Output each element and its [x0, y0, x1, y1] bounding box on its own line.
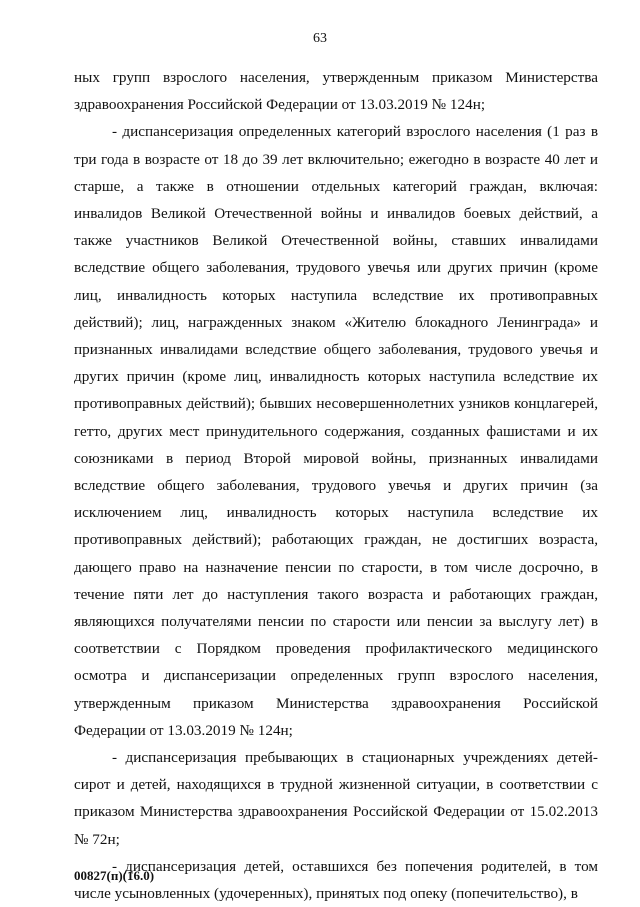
paragraph-orphans-dispensary: - диспансеризация пребывающих в стационарных учреждениях детей-сирот и детей, находящихся в трудной жизненной ситуации, в соответствии с приказом Министерства здравоохранения Российской Федерации от 15.02.2013 № 72н;: [74, 749, 598, 848]
paragraph-adult-dispensary: - диспансеризация определенных категорий взрослого населения (1 раз в три года в возрасте от 18 до 39 лет включительно; ежегодно в возрасте 40 лет и старше, а также в отношении отдельных категорий граждан, включая: инвалидов Великой Отечественной войны и инвалидов боевых действий, а также участников Великой Отечественной войны, ставших инвалидами вследствие общего заболевания, трудового увечья или других причин (кроме лиц, инвалидность которых наступила вследствие их противоправных действий); лиц, награжденных знаком «Жителю блокадного Ленинграда» и признанных инвалидами вследствие общего заболевания, трудового увечья и других причин (кроме лиц, инвалидность которых наступила вследствие их противоправных действий); бывших несовершеннолетних узников концлагерей, гетто, других мест принудительного содержания, созданных фашистами и их союзниками в период Второй мировой войны, признанных инвалидами вследствие общего заболевания, трудового увечья и других причин (за исключением лиц, инвалидность которых наступила вследствие их противоправных действий); работающих граждан, не достигших возраста, дающего право на назначение пенсии по старости, в том числе досрочно, в течение пяти лет до наступления такого возраста и работающих граждан, являющихся получателями пенсии по старости или пенсии за выслугу лет) в соответствии с Порядком проведения профилактического медицинского осмотра и диспансеризации определенных групп взрослого населения, утвержденным приказом Министерства здравоохранения Российской Федерации от 13.03.2019 № 124н;: [74, 123, 598, 739]
paragraph-continuation: ных групп взрослого населения, утвержденным приказом Министерства здравоохранения Российской Федерации от 13.03.2019 № 124н;: [74, 69, 598, 114]
paragraph-children-dispensary: - диспансеризация детей, оставшихся без попечения родителей, в том числе усыновленных (удочеренных), принятых под опеку (попечительство), в: [74, 857, 598, 903]
document-code: 00827(п)(16.0): [74, 868, 155, 883]
document-body: [74, 64, 598, 907]
page-number: 63: [313, 31, 327, 46]
